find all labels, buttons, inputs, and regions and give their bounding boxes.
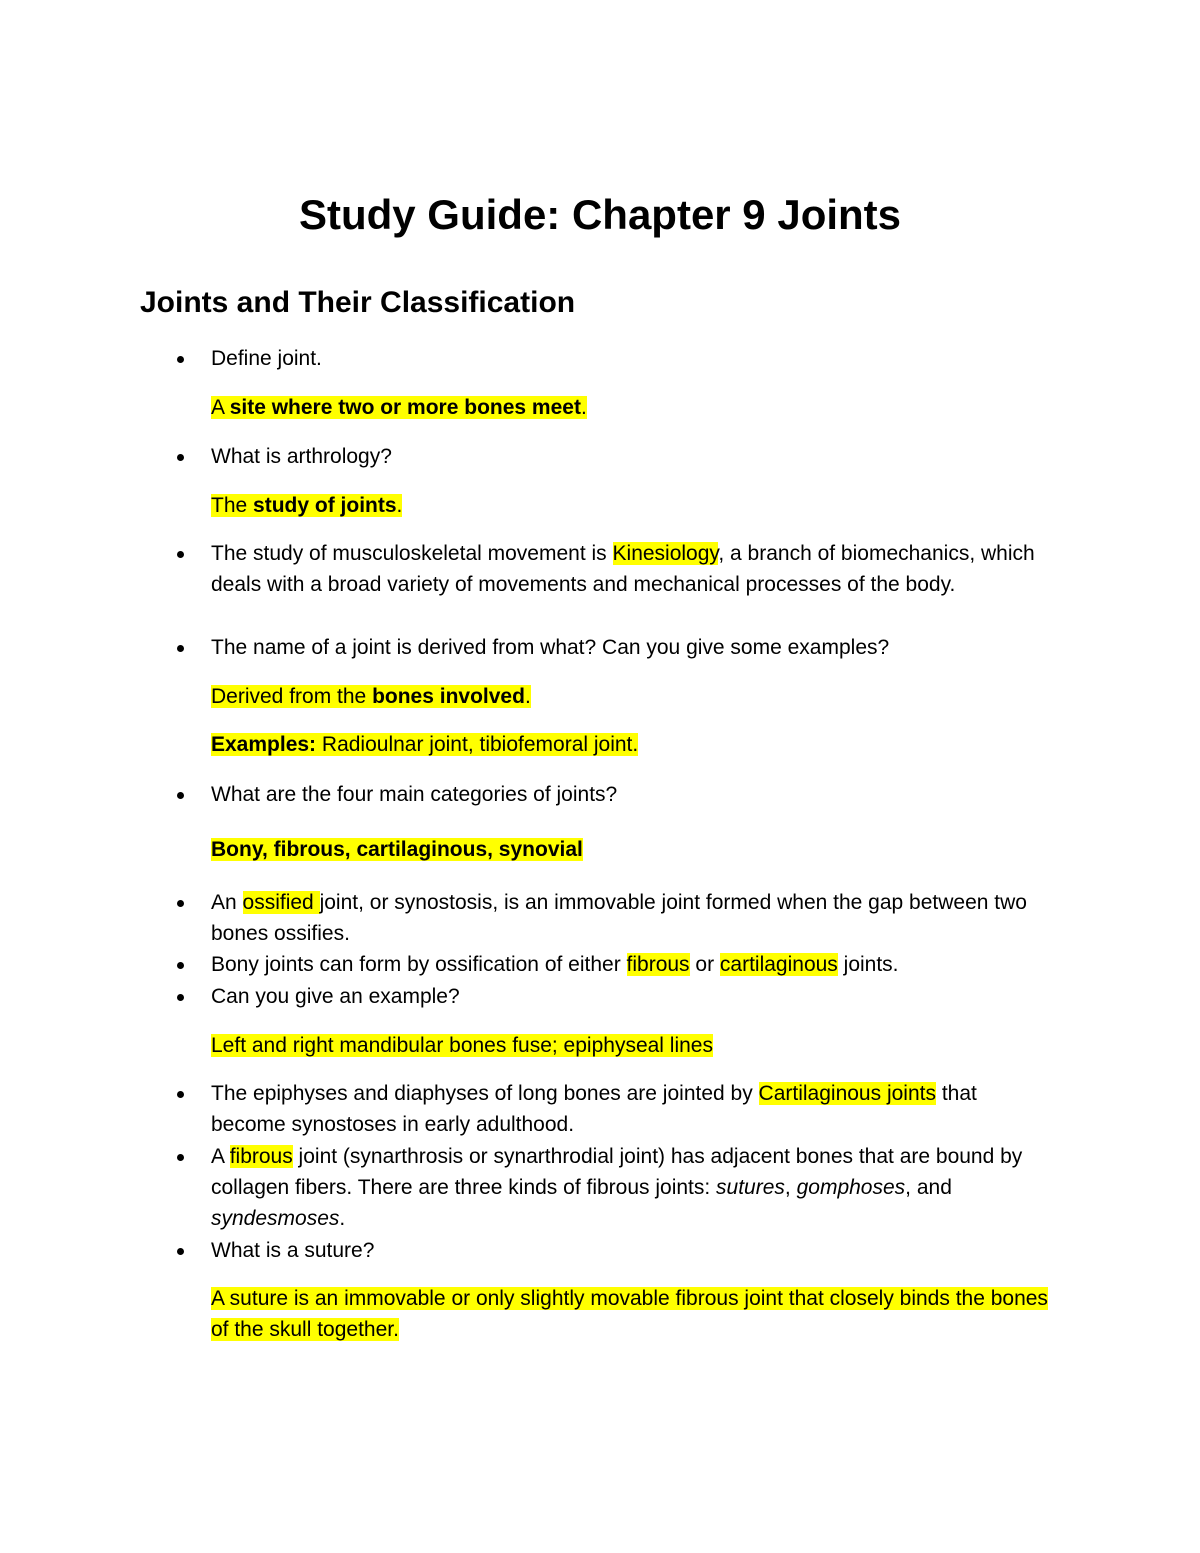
highlighted-answer: Left and right mandibular bones fuse; epiphyseal lines (211, 1034, 713, 1057)
list-item (211, 981, 1051, 1012)
question-text: What is a suture? (211, 1239, 375, 1262)
highlighted-term: cartilaginous (719, 953, 838, 976)
answer-text (211, 834, 1051, 865)
answer-prefix: A (211, 396, 230, 419)
list-item (211, 538, 1051, 600)
question-text: What are the four main categories of joints? (211, 783, 618, 806)
highlighted-term: Cartilaginous joints (758, 1082, 936, 1105)
answer-suffix: . (580, 396, 587, 419)
page-title: Study Guide: Chapter 9 Joints (298, 191, 902, 238)
italic-term: syndesmoses (211, 1207, 340, 1230)
list-item (211, 441, 1051, 472)
highlighted-term: fibrous (229, 1145, 293, 1168)
list-item (211, 779, 1051, 810)
list-item (211, 949, 1051, 980)
statement-text: An (211, 891, 243, 914)
answer-suffix: . (396, 494, 403, 517)
highlighted-answer: A suture is an immovable or only slightly movable fibrous joint that closely binds the bones of the skull together. (211, 1287, 1048, 1341)
highlighted-term: ossified (242, 891, 320, 914)
answer-bold: Examples: (211, 733, 317, 756)
question-text: Can you give an example? (211, 985, 460, 1008)
answer-prefix: Derived from the (211, 685, 373, 708)
statement-text: . (339, 1207, 346, 1230)
answer-prefix: The (211, 494, 254, 517)
statement-text: or (689, 953, 720, 976)
question-text: What is arthrology? (211, 445, 392, 468)
statement-text: , (784, 1176, 797, 1199)
answer-bold: study of joints (253, 494, 397, 517)
question-text: The name of a joint is derived from what? Can you give some examples? (211, 636, 890, 659)
answer-text (211, 1030, 1051, 1061)
italic-term: gomphoses (796, 1176, 906, 1199)
highlighted-term: Kinesiology (612, 542, 719, 565)
section-heading: Joints and Their Classification (140, 286, 576, 319)
highlighted-term: fibrous (626, 953, 690, 976)
statement-text: joints. (837, 953, 899, 976)
statement-text: that become synostoses in early adulthood. (211, 1082, 977, 1136)
statement-text: joint (synarthrosis or synarthrodial joint) has adjacent bones that are bound by collagen fibers. There are three kinds of fibrous joints: (211, 1145, 1023, 1199)
statement-text: The study of musculoskeletal movement is (211, 542, 613, 565)
answer-text (211, 729, 1051, 760)
answer-text (211, 490, 1051, 521)
answer-text (211, 392, 1051, 423)
list-item (211, 887, 1051, 949)
answer-text (211, 681, 1051, 712)
statement-text: , a branch of biomechanics, which deals with a broad variety of movements and mechanical processes of the body. (211, 542, 1035, 596)
statement-text: A (211, 1145, 230, 1168)
list-item (211, 1141, 1051, 1234)
statement-text: Bony joints can form by ossification of either (211, 953, 627, 976)
answer-bold: Bony, fibrous, cartilaginous, synovial (211, 838, 583, 861)
answer-bold: site where two or more bones meet (229, 396, 581, 419)
statement-text: , and (905, 1176, 952, 1199)
answer-text (211, 1283, 1051, 1345)
answer-suffix: Radioulnar joint, tibiofemoral joint. (316, 733, 639, 756)
answer-bold: bones involved (372, 685, 525, 708)
statement-text: The epiphyses and diaphyses of long bones are jointed by (211, 1082, 759, 1105)
list-item (211, 1235, 1051, 1266)
list-item (211, 632, 1051, 663)
list-item (211, 1078, 1051, 1140)
question-text: Define joint. (211, 347, 322, 370)
list-item (211, 343, 1051, 374)
answer-suffix: . (524, 685, 531, 708)
italic-term: sutures (716, 1176, 785, 1199)
statement-text: joint, or synostosis, is an immovable joint formed when the gap between two bones ossifies. (211, 891, 1027, 945)
